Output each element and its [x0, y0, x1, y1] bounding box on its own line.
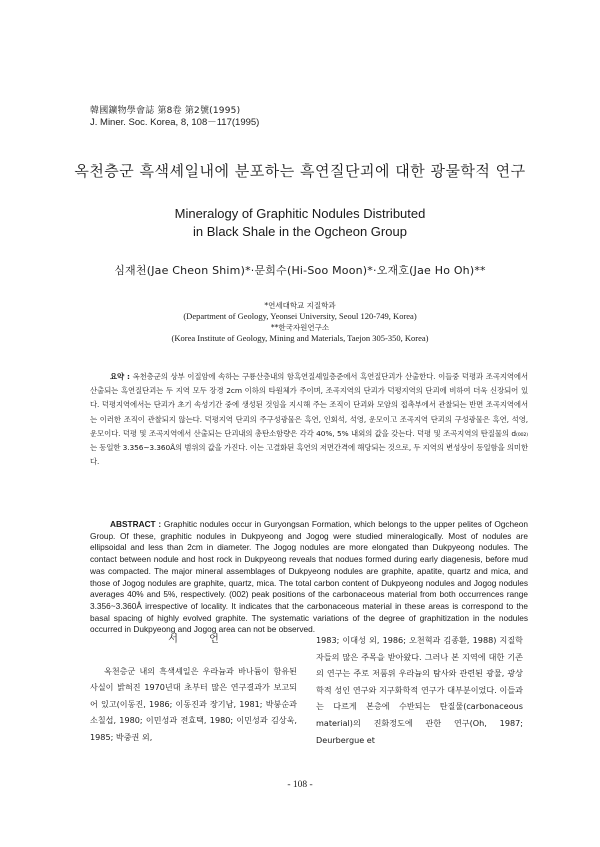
- affiliation-ko: **한국자원연구소: [270, 323, 330, 332]
- abstract-english-text: Graphitic nodules occur in Guryongsan Formation, which belongs to the upper pelites of Ogcheon Group. Of these, graphitic nodules in Dukpyeong and Jogog were studied mineralogically. Most of nodules are ellipsoidal and less than 2cm in diameter. The Jogog nodules are more elongated than Dukpyeong nodules. The contact between nodule and host rock in Dukpyeong reveals that nodues formed during early diagenesis, before mud was compacted. The major mineral assemblages of Dukpyeong nodules are graphite, apatite, quartz and mica, and those of Jogog nodules are graphite, quartz, mica. The total carbon content of Dukpyeong nodules and Jogog nodules averages 40% and 5%, respectively. (002) peak positions of the carbonaceous material from both occurrences range 3.356~3.360Å irrespective of locality. It indicates that the carbonaceous material in these areas is correspond to the basal spacing of highly evolved graphite. The systematic variations of the degree of graphitization in the nodules occurred in Dukpyeong and Jogog area can not be observed.: [90, 519, 528, 635]
- section-heading-introduction: 서 언: [168, 634, 233, 645]
- title-korean: 옥천층군 흑색셰일내에 분포하는 흑연질단괴에 대한 광물학적 연구: [74, 162, 526, 180]
- abstract-english-label: ABSTRACT :: [110, 519, 162, 529]
- title-english: [0, 205, 600, 241]
- author-list: 심재천(Jae Cheon Shim)*·문희수(Hi-Soo Moon)*·오재호(Jae Ho Oh)**: [114, 264, 486, 277]
- body-column-right: [316, 632, 523, 748]
- journal-citation-ko: 韓國鑛物學會誌 第8卷 第2號(1995): [90, 106, 241, 116]
- body-paragraph: 1983; 이대성 외, 1986; 오천혁과 김종환, 1988) 지질학자들의 많은 주목을 받아왔다. 그러나 본 지역에 대한 기존의 연구는 주로 저품위 우라늄의 탐사와 관련된 광물, 광상학적 성인 연구와 지구화학적 연구가 대부분이었다. 이들과는 다르게 본층에 수반되는 탄질물(carbonaceous material)의 진화정도에 관한 연구(Oh, 1987; Deurbergue et: [316, 635, 523, 745]
- abstract-korean-text: 옥천층군의 상부 이질암에 속하는 구룡산층내의 함흑연질셰일층준에서 흑연질단괴가 산출한다. 이들중 덕평과 조곡지역에서 산출되는 흑연질단괴는 두 지역 모두 장경 2cm 이하의 타원체가 주이며, 조곡지역의 단괴가 덕평지역의 단괴에 비하여 더욱 신장되어 있다. 덕평지역에서는 단괴가 초기 속성기간 중에 생성된 것임을 지시해 주는 조직이 단괴와 모암의 접촉부에서 관찰되는 반면 조곡지역에서는 이러한 조직이 관찰되지 않는다. 덕평지역 단괴의 주구성광물은 흑연, 인회석, 석영, 운모이고 조곡지역 단괴의 구성광물은 흑연, 석영, 운모이다. 덕평 및 조곡지역에서 산출되는 단괴내의 총탄소함량은 각각 40%, 5% 내외의 값을 갖는다. 덕평 및 조곡지역의 탄질물의 d₍₀₀₂₎는 동일한 3.356~3.360Å의 범위의 값을 가진다. 이는 고결화된 흑연의 저면간격에 해당되는 것으로, 두 지역의 변성상이 동일함을 의미한다.: [90, 372, 528, 467]
- affiliation-en: (Department of Geology, Yeonsei University, Seoul 120-749, Korea): [183, 311, 417, 321]
- journal-citation-en: J. Miner. Soc. Korea, 8, 108－117(1995): [90, 117, 260, 128]
- affiliation-kigam: [0, 322, 600, 344]
- body-paragraph: 옥천층군 내의 흑색셰일은 우라늄과 바나듐이 함유된 사실이 밝혀진 1970년대 초부터 많은 연구결과가 보고되어 있고(이동진, 1986; 이동진과 장기남, 1981; 박붕순과 소칠섭, 1980; 이민성과 전효택, 1980; 이민성과 김상욱, 1985; 박중권 외,: [90, 665, 297, 742]
- journal-header: [90, 106, 259, 128]
- affiliation-en: (Korea Institute of Geology, Mining and Materials, Taejon 305-350, Korea): [171, 333, 429, 343]
- page-number: - 108 -: [287, 780, 313, 790]
- abstract-english: [90, 519, 528, 636]
- title-english-line1: Mineralogy of Graphitic Nodules Distributed: [174, 206, 426, 221]
- abstract-korean: [90, 370, 528, 469]
- body-column-left: [90, 632, 297, 746]
- title-english-line2: in Black Shale in the Ogcheon Group: [193, 224, 407, 239]
- affiliation-ko: *연세대학교 지질학과: [264, 301, 336, 310]
- affiliation-yonsei: [0, 300, 600, 322]
- abstract-korean-label: 요약 :: [110, 372, 130, 381]
